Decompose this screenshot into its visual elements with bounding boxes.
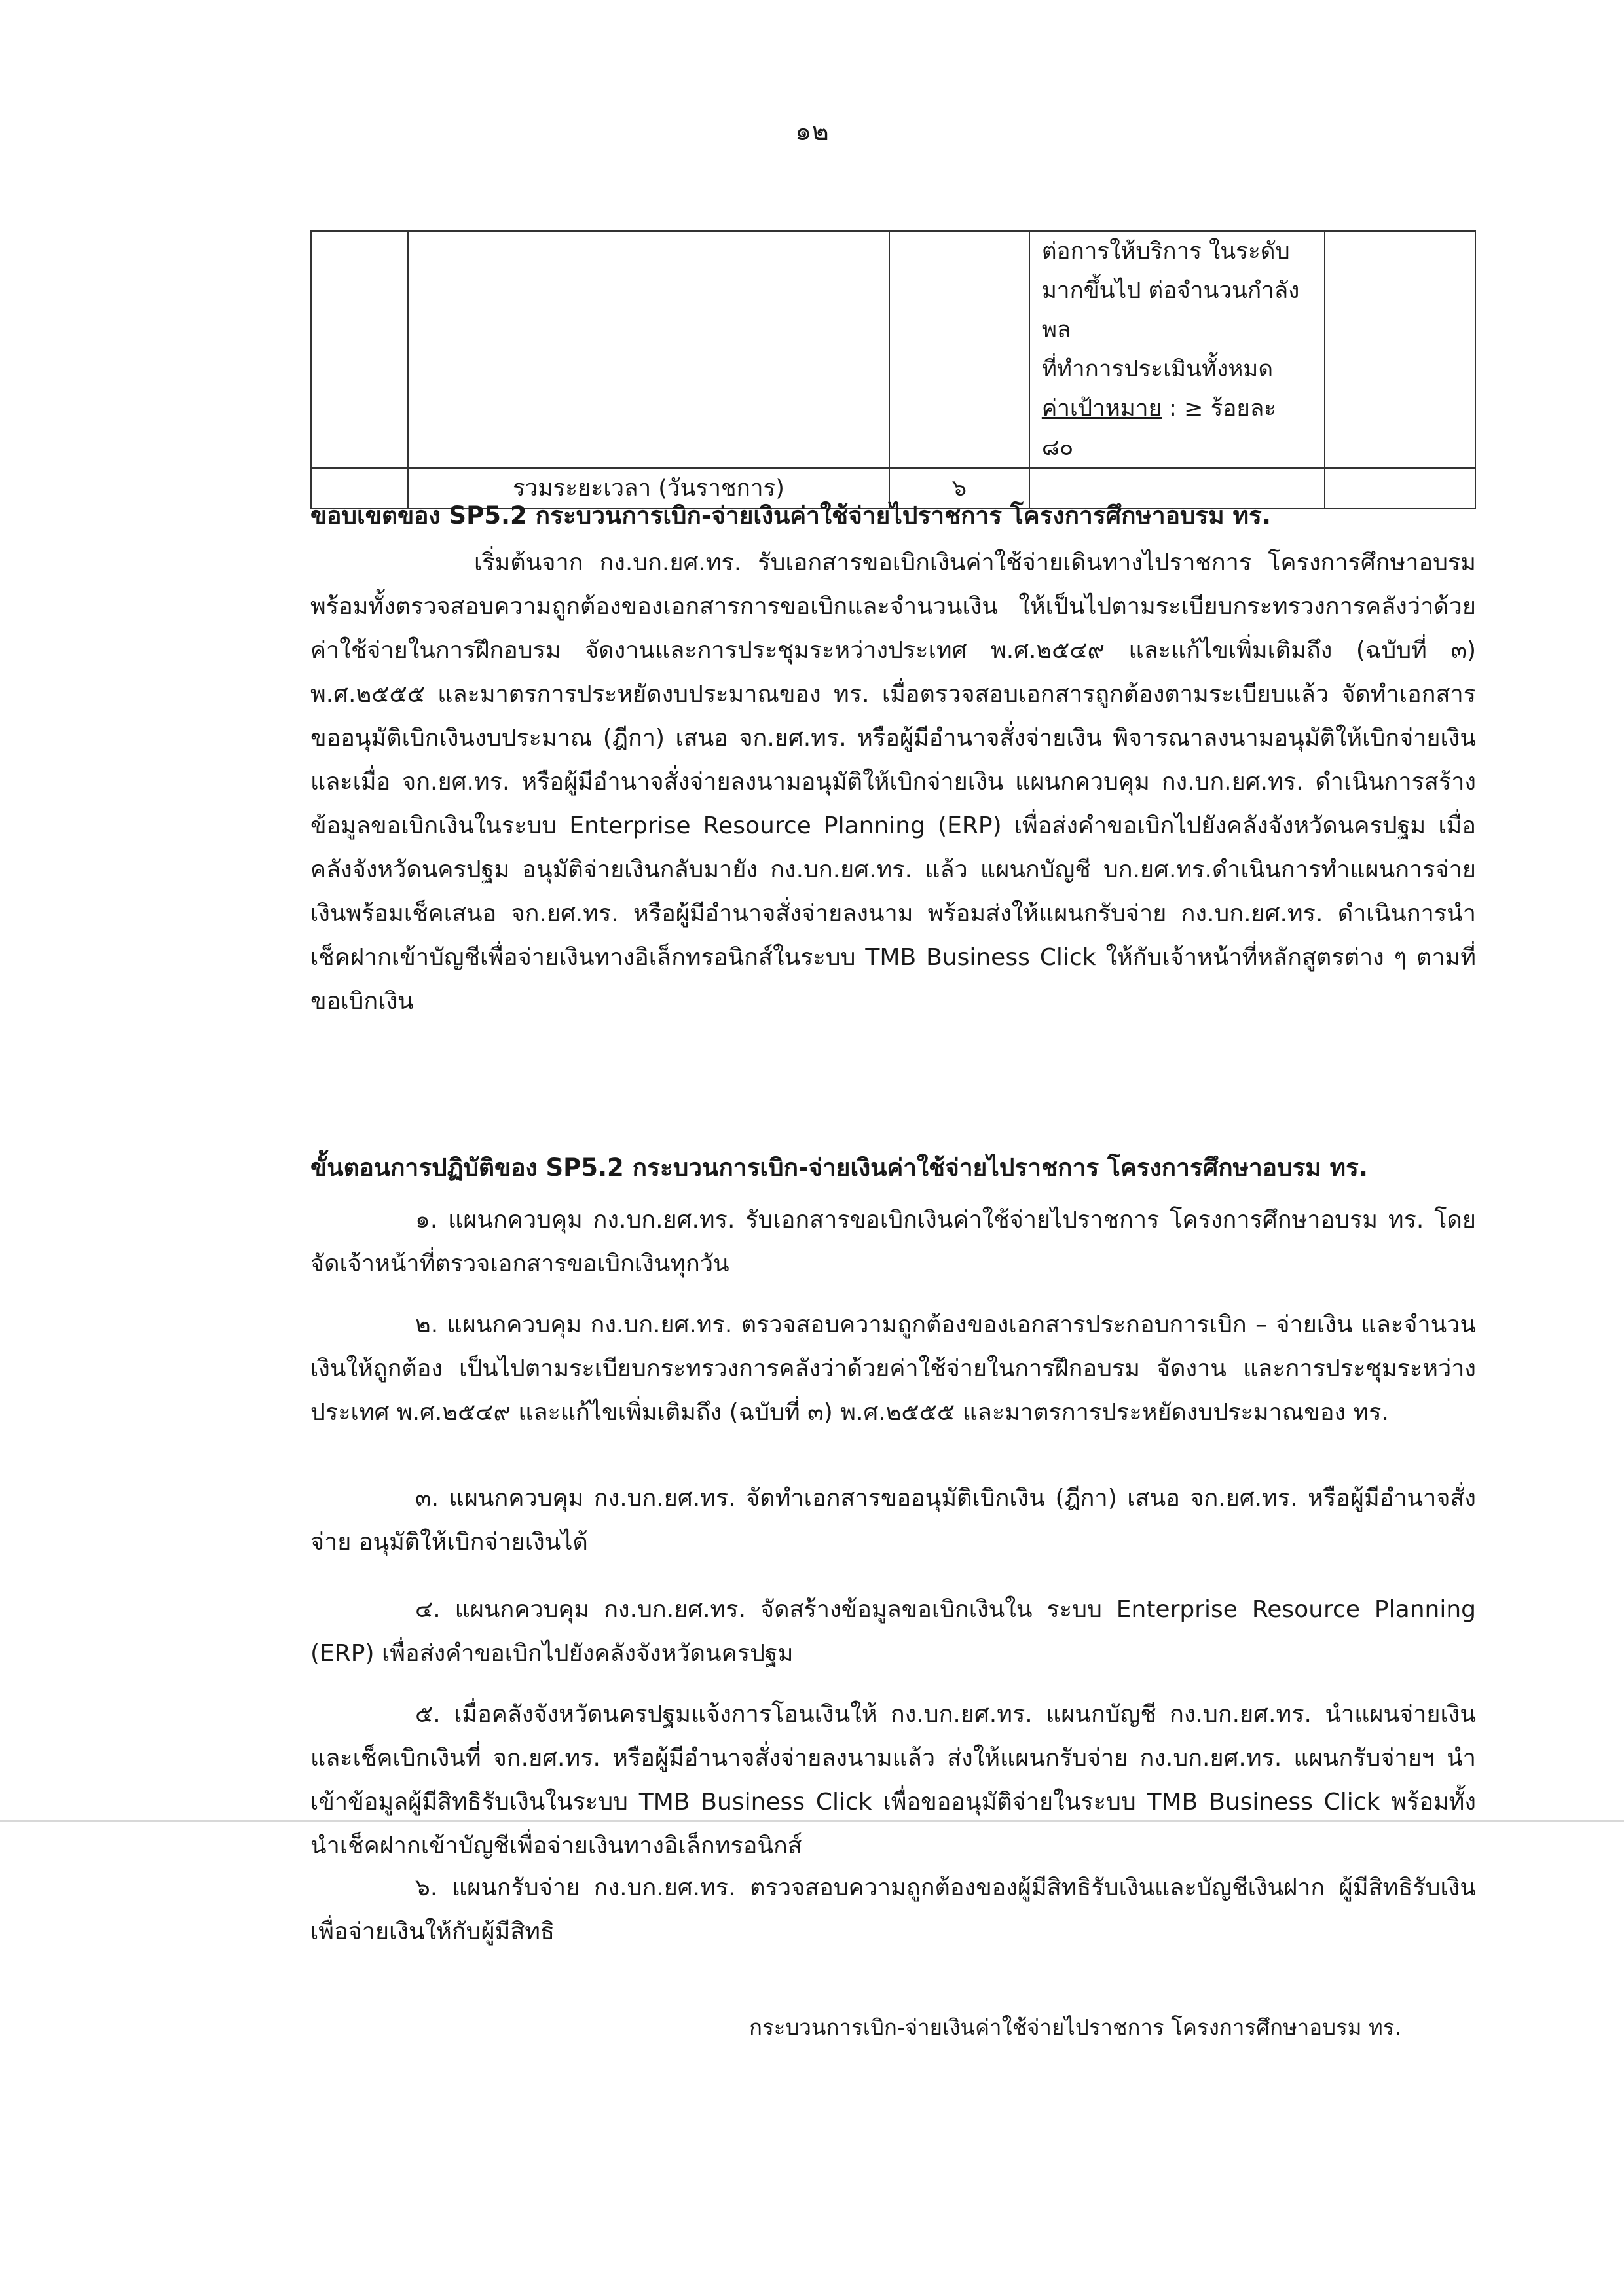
procedure-step: ๔. แผนกควบคุม กง.บก.ยศ.ทร. จัดสร้างข้อมูลขอเบิกเงินใน ระบบ Enterprise Resource Planning (ERP) เพื่อส่งคำขอเบิกไปยังคลังจังหวัดนครปฐม: [310, 1596, 1476, 1667]
target-line: [1042, 389, 1312, 467]
table-cell: [889, 231, 1029, 468]
continuation-table: [310, 230, 1476, 509]
page-footer: กระบวนการเบิก-จ่ายเงินค่าใช้จ่ายไปราชการ โครงการศึกษาอบรม ทร.: [749, 2014, 1401, 2040]
procedure-step: ๖. แผนกรับจ่าย กง.บก.ยศ.ทร. ตรวจสอบความถูกต้องของผู้มีสิทธิรับเงินและบัญชีเงินฝาก ผู้มีสิทธิรับเงินเพื่อจ่ายเงินให้กับผู้มีสิทธิ: [310, 1874, 1476, 1945]
procedure-step: ๒. แผนกควบคุม กง.บก.ยศ.ทร. ตรวจสอบความถูกต้องของเอกสารประกอบการเบิก – จ่ายเงิน และจำนวนเงินให้ถูกต้อง เป็นไปตามระเบียบกระทรวงการคลังว่าด้วยค่าใช้จ่ายในการฝึกอบรม จัดงาน และการประชุมระหว่างประเทศ พ.ศ.๒๕๔๙ และแก้ไขเพิ่มเติมถึง (ฉบับที่ ๓) พ.ศ.๒๕๕๕ และมาตรการประหยัดงบประมาณของ ทร.: [310, 1311, 1476, 1426]
indicator-line: ที่ทำการประเมินทั้งหมด: [1041, 356, 1274, 382]
page-number: ๑๒: [795, 117, 829, 147]
procedure-heading: ขั้นตอนการปฏิบัติของ SP5.2 กระบวนการเบิก-จ่ายเงินค่าใช้จ่ายไปราชการ โครงการศึกษาอบรม ทร.: [310, 1154, 1368, 1182]
table-cell: [311, 231, 408, 468]
indicator-line: มากขึ้นไป ต่อจำนวนกำลังพล: [1041, 278, 1300, 343]
procedure-step: ๑. แผนกควบคุม กง.บก.ยศ.ทร. รับเอกสารขอเบิกเงินค่าใช้จ่ายไปราชการ โครงการศึกษาอบรม ทร. โดยจัดเจ้าหน้าที่ตรวจเอกสารขอเบิกเงินทุกวัน: [310, 1207, 1476, 1277]
scope-heading: ขอบเขตของ SP5.2 กระบวนการเบิก-จ่ายเงินค่าใช้จ่ายไปราชการ โครงการศึกษาอบรม ทร.: [310, 501, 1271, 530]
indicator-cell: [1029, 231, 1325, 468]
total-duration-label: รวมระยะเวลา (วันราชการ): [408, 468, 889, 509]
scope-paragraph: เริ่มต้นจาก กง.บก.ยศ.ทร. รับเอกสารขอเบิกเงินค่าใช้จ่ายเดินทางไปราชการ โครงการศึกษาอบรม พร้อมทั้งตรวจสอบความถูกต้องของเอกสารการขอเบิกและจำนวนเงิน ให้เป็นไปตามระเบียบกระทรวงการคลังว่าด้วยค่าใช้จ่ายในการฝึกอบรม จัดงานและการประชุมระหว่างประเทศ พ.ศ.๒๕๔๙ และแก้ไขเพิ่มเติมถึง (ฉบับที่ ๓) พ.ศ.๒๕๕๕ และมาตรการประหยัดงบประมาณของ ทร. เมื่อตรวจสอบเอกสารถูกต้องตามระเบียบแล้ว จัดทำเอกสารขออนุมัติเบิกเงินงบประมาณ (ฎีกา) เสนอ จก.ยศ.ทร. หรือผู้มีอำนาจสั่งจ่ายเงิน พิจารณาลงนามอนุมัติให้เบิกจ่ายเงิน และเมื่อ จก.ยศ.ทร. หรือผู้มีอำนาจสั่งจ่ายลงนามอนุมัติให้เบิกจ่ายเงิน แผนกควบคุม กง.บก.ยศ.ทร. ดำเนินการสร้างข้อมูลขอเบิกเงินในระบบ Enterprise Resource Planning (ERP) เพื่อส่งคำขอเบิกไปยังคลังจังหวัดนครปฐม เมื่อคลังจังหวัดนครปฐม อนุมัติจ่ายเงินกลับมายัง กง.บก.ยศ.ทร. แล้ว แผนกบัญชี บก.ยศ.ทร.ดำเนินการทำแผนการจ่ายเงินพร้อมเช็คเสนอ จก.ยศ.ทร. หรือผู้มีอำนาจสั่งจ่ายลงนาม พร้อมส่งให้แผนกรับจ่าย กง.บก.ยศ.ทร. ดำเนินการนำเช็คฝากเข้าบัญชีเพื่อจ่ายเงินทางอิเล็กทรอนิกส์ในระบบ TMB Business Click ให้กับเจ้าหน้าที่หลักสูตรต่าง ๆ ตามที่ขอเบิกเงิน: [310, 549, 1476, 1015]
target-value: : ≥ ร้อยละ ๘๐: [1041, 395, 1277, 461]
scan-artifact-line: [0, 1820, 1624, 1822]
indicator-line: ต่อการให้บริการ ในระดับ: [1041, 238, 1290, 264]
table-cell: [1325, 231, 1475, 468]
procedure-step: ๓. แผนกควบคุม กง.บก.ยศ.ทร. จัดทำเอกสารขออนุมัติเบิกเงิน (ฎีกา) เสนอ จก.ยศ.ทร. หรือผู้มีอำนาจสั่งจ่าย อนุมัติให้เบิกจ่ายเงินได้: [310, 1485, 1476, 1556]
procedure-step: ๕. เมื่อคลังจังหวัดนครปฐมแจ้งการโอนเงินให้ กง.บก.ยศ.ทร. แผนกบัญชี กง.บก.ยศ.ทร. นำแผนจ่ายเงินและเช็คเบิกเงินที่ จก.ยศ.ทร. หรือผู้มีอำนาจสั่งจ่ายลงนามแล้ว ส่งให้แผนกรับจ่าย กง.บก.ยศ.ทร. แผนกรับจ่ายฯ นำเข้าข้อมูลผู้มีสิทธิรับเงินในระบบ TMB Business Click เพื่อขออนุมัติจ่ายในระบบ TMB Business Click พร้อมทั้งนำเช็คฝากเข้าบัญชีเพื่อจ่ายเงินทางอิเล็กทรอนิกส์: [310, 1701, 1476, 1859]
table-row: [311, 231, 1475, 468]
table-cell: [408, 231, 889, 468]
target-label: ค่าเป้าหมาย: [1041, 395, 1162, 422]
total-duration-value: ๖: [889, 468, 1029, 509]
